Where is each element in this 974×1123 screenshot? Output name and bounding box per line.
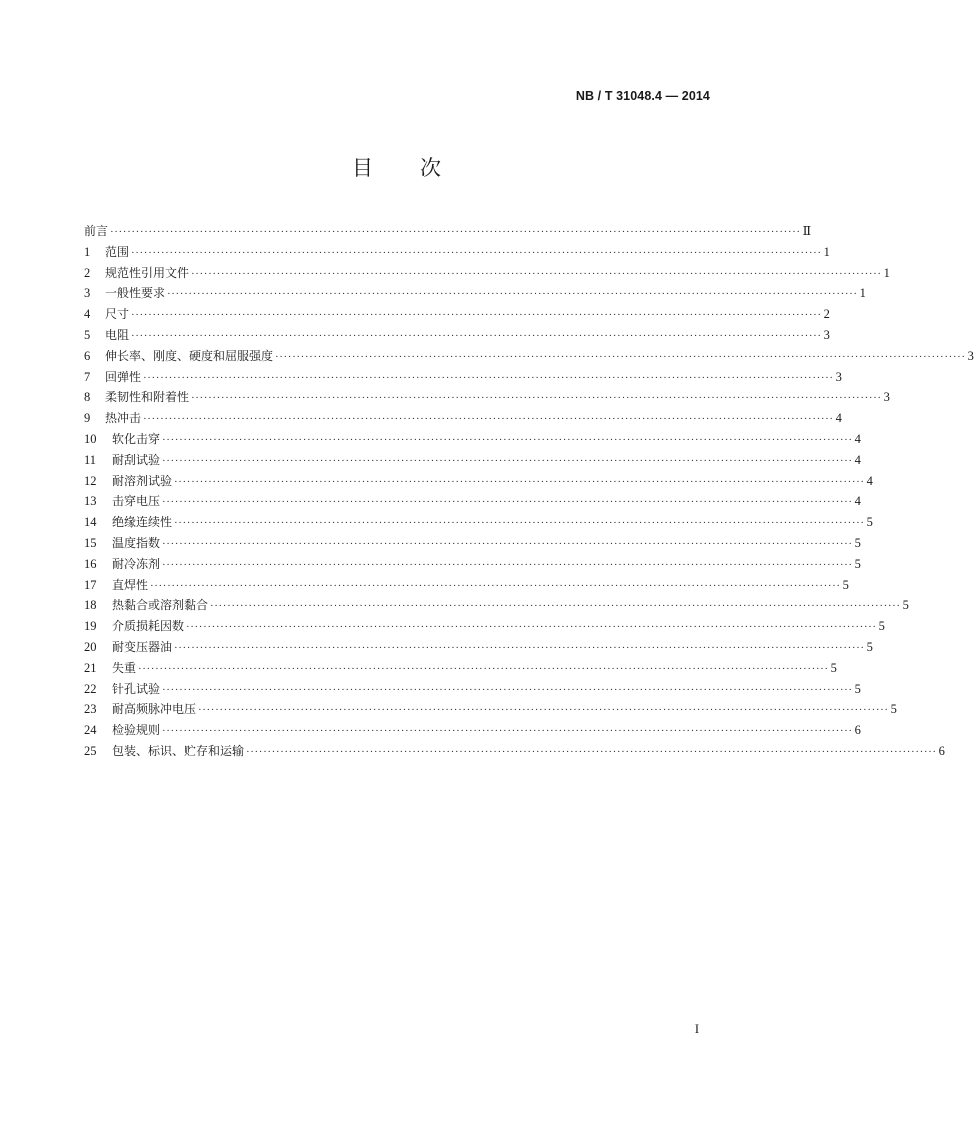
toc-dot-leader: ·································································································································································· <box>131 329 822 342</box>
toc-dot-leader: ·································································································································································· <box>162 537 853 550</box>
toc-entry[interactable] <box>84 595 909 616</box>
toc-entry-label: 击穿电压 <box>112 494 161 509</box>
toc-entry[interactable] <box>84 554 861 575</box>
toc-entry[interactable] <box>84 637 873 658</box>
toc-entry-page: 1 <box>859 286 866 301</box>
toc-entry[interactable] <box>84 575 849 596</box>
toc-entry-number: 18 <box>84 598 97 613</box>
toc-entry[interactable] <box>84 387 890 408</box>
toc-entry[interactable] <box>84 263 890 284</box>
toc-entry-page: 5 <box>842 577 849 592</box>
toc-entry-page: 5 <box>830 660 837 675</box>
toc-entry[interactable] <box>84 699 897 720</box>
toc-entry[interactable] <box>84 367 842 388</box>
toc-entry-number: 9 <box>84 411 91 426</box>
toc-entry-number: 10 <box>84 431 97 446</box>
toc-entry[interactable] <box>84 283 866 304</box>
toc-entry-page: 4 <box>835 411 842 426</box>
toc-entry-label: 包装、标识、贮存和运输 <box>112 743 245 758</box>
toc-entry-number: 24 <box>84 723 97 738</box>
toc-entry-number: 7 <box>84 369 91 384</box>
toc-dot-leader: ·································································································································································· <box>162 454 853 467</box>
toc-entry-label: 耐变压器油 <box>112 639 173 654</box>
toc-entry-page: 5 <box>854 535 861 550</box>
toc-entry-label: 前言 <box>84 224 109 238</box>
toc-dot-leader: ·································································································································································· <box>191 392 882 405</box>
toc-entry-label: 针孔试验 <box>112 681 161 696</box>
toc-entry-number: 19 <box>84 619 97 634</box>
toc-entry-number: 20 <box>84 639 97 654</box>
toc-entry[interactable] <box>84 242 830 263</box>
toc-entry-page: 3 <box>883 390 890 405</box>
toc-entry-number: 25 <box>84 743 97 758</box>
toc-entry-label: 温度指数 <box>112 535 161 550</box>
toc-dot-leader: ·································································································································································· <box>162 725 853 738</box>
page-title: 目 次 <box>351 156 443 180</box>
toc-entry-label: 介质损耗因数 <box>112 619 185 634</box>
toc-entry-number: 13 <box>84 494 97 509</box>
toc-dot-leader: ·································································································································································· <box>138 662 829 675</box>
toc-entry[interactable] <box>84 408 842 429</box>
toc-dot-leader: ·································································································································································· <box>110 226 801 238</box>
toc-entry-number: 14 <box>84 515 97 530</box>
toc-dot-leader: ·································································································································································· <box>131 246 822 259</box>
toc-entry-page: Ⅱ <box>802 224 812 238</box>
standard-dash: — <box>665 89 679 103</box>
toc-entry-page: 5 <box>878 619 885 634</box>
toc-entry-label: 电阻 <box>105 327 130 342</box>
toc-entry-page: 3 <box>823 327 830 342</box>
toc-dot-leader: ·································································································································································· <box>191 267 882 280</box>
toc-entry-label: 失重 <box>112 660 137 675</box>
toc-entry-label: 耐冷冻剂 <box>112 556 161 571</box>
toc-entry-page: 2 <box>823 307 830 322</box>
toc-dot-leader: ·································································································································································· <box>162 496 853 509</box>
toc-entry[interactable] <box>84 720 861 741</box>
toc-entry-page: 5 <box>854 556 861 571</box>
toc-entry-number: 2 <box>84 265 91 280</box>
toc-entry[interactable] <box>84 533 861 554</box>
toc-entry[interactable] <box>84 304 830 325</box>
toc-entry-page: 5 <box>890 702 897 717</box>
toc-entry-number: 1 <box>84 244 91 259</box>
toc-entry-label: 绝缘连续性 <box>112 515 173 530</box>
toc-entry[interactable] <box>84 658 837 679</box>
toc-dot-leader: ·································································································································································· <box>174 517 865 530</box>
toc-entry-number: 3 <box>84 286 91 301</box>
toc-dot-leader: ·································································································································································· <box>174 641 865 654</box>
toc-entry-page: 6 <box>854 723 861 738</box>
toc-dot-leader: ·································································································································································· <box>210 600 901 613</box>
toc-entry-number: 12 <box>84 473 97 488</box>
standard-code: NB / T 31048.4 <box>575 89 663 103</box>
toc-entry-page: 4 <box>854 494 861 509</box>
toc-entry-page: 4 <box>854 452 861 467</box>
toc-entry-label: 软化击穿 <box>112 431 161 446</box>
toc-entry-label: 回弹性 <box>105 369 142 384</box>
toc-entry-label: 柔韧性和附着性 <box>105 390 190 405</box>
table-of-contents <box>84 221 974 762</box>
toc-entry[interactable] <box>84 679 861 700</box>
toc-entry[interactable] <box>84 741 945 762</box>
toc-entry-label: 一般性要求 <box>105 286 166 301</box>
toc-entry[interactable] <box>84 616 885 637</box>
toc-dot-leader: ·································································································································································· <box>162 683 853 696</box>
toc-entry[interactable] <box>84 512 873 533</box>
toc-dot-leader: ·································································································································································· <box>246 745 937 758</box>
toc-entry-label: 尺寸 <box>105 307 130 322</box>
toc-entry-number: 17 <box>84 577 97 592</box>
toc-entry-number: 8 <box>84 390 91 405</box>
standard-year: 2014 <box>681 89 710 103</box>
toc-entry-page: 5 <box>866 515 873 530</box>
toc-entry-label: 伸长率、刚度、硬度和屈服强度 <box>105 348 274 363</box>
toc-entry-page: 4 <box>854 431 861 446</box>
page-number: I <box>694 1022 699 1036</box>
toc-entry-label: 热黏合或溶剂黏合 <box>112 598 209 613</box>
toc-entry[interactable] <box>84 450 861 471</box>
toc-dot-leader: ·································································································································································· <box>150 579 841 592</box>
toc-entry-number: 22 <box>84 681 97 696</box>
toc-entry-label: 耐刮试验 <box>112 452 161 467</box>
toc-entry-number: 15 <box>84 535 97 550</box>
standard-number <box>576 89 710 103</box>
toc-entry-page: 3 <box>835 369 842 384</box>
toc-dot-leader: ·································································································································································· <box>198 704 889 717</box>
toc-entry-label: 检验规则 <box>112 723 161 738</box>
toc-entry[interactable] <box>84 346 974 367</box>
toc-entry[interactable] <box>84 325 830 346</box>
toc-entry-page: 1 <box>823 244 830 259</box>
toc-dot-leader: ·································································································································································· <box>167 288 858 301</box>
toc-entry-label: 规范性引用文件 <box>105 265 190 280</box>
toc-dot-leader: ·································································································································································· <box>143 371 834 384</box>
toc-dot-leader: ·································································································································································· <box>275 350 966 363</box>
toc-entry-page: 6 <box>938 743 945 758</box>
toc-entry-label: 范围 <box>105 244 130 259</box>
toc-entry-page: 3 <box>967 348 974 363</box>
toc-entry-number: 21 <box>84 660 97 675</box>
toc-entry-label: 热冲击 <box>105 411 142 426</box>
toc-entry-page: 5 <box>902 598 909 613</box>
toc-entry-page: 5 <box>866 639 873 654</box>
toc-entry[interactable] <box>84 221 812 242</box>
toc-entry-page: 1 <box>883 265 890 280</box>
toc-entry-label: 直焊性 <box>112 577 149 592</box>
toc-dot-leader: ·································································································································································· <box>162 433 853 446</box>
toc-dot-leader: ·································································································································································· <box>186 621 877 634</box>
toc-entry-number: 16 <box>84 556 97 571</box>
toc-entry[interactable] <box>84 429 861 450</box>
toc-entry-label: 耐溶剂试验 <box>112 473 173 488</box>
toc-entry-number: 4 <box>84 307 91 322</box>
toc-dot-leader: ·································································································································································· <box>143 413 834 426</box>
toc-entry-number: 11 <box>84 452 97 467</box>
toc-entry-number: 6 <box>84 348 91 363</box>
toc-entry[interactable] <box>84 491 861 512</box>
toc-dot-leader: ·································································································································································· <box>174 475 865 488</box>
toc-dot-leader: ·································································································································································· <box>131 309 822 322</box>
toc-entry-page: 5 <box>854 681 861 696</box>
toc-entry-number: 23 <box>84 702 97 717</box>
toc-entry-number: 5 <box>84 327 91 342</box>
toc-entry-label: 耐高频脉冲电压 <box>112 702 197 717</box>
toc-entry[interactable] <box>84 471 873 492</box>
toc-dot-leader: ·································································································································································· <box>162 558 853 571</box>
toc-entry-page: 4 <box>866 473 873 488</box>
